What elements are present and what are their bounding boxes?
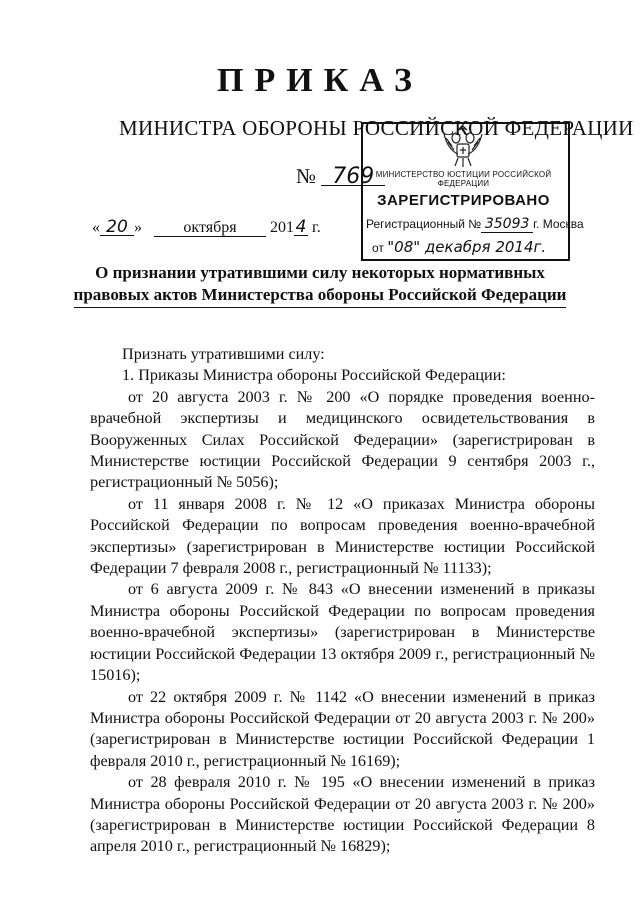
stamp-reg-number: 35093 xyxy=(481,216,533,233)
order-paragraph: от 20 августа 2003 г. № 200 «О порядке проведения военно-врачебной экспертизы и медицинского освидетельствования в Вооруженных Силах Российской Федерации» (зарегистрирован в Министерстве юстиции Российской Федерации 9 сентября 2003 г., регистрационный № 5056); xyxy=(90,387,595,492)
coat-of-arms-icon xyxy=(438,120,488,172)
heading-line-1: О признании утратившими силу некоторых нормативных xyxy=(95,263,545,282)
document-title: ПРИКАЗ xyxy=(217,62,423,99)
date-year-prefix: 201 xyxy=(270,219,294,236)
order-paragraph: от 6 августа 2009 г. № 843 «О внесении изменений в приказы Министра обороны Российской Федерации по вопросам проведения военно-врачебной экспертизы» (зарегистрирован в Министерстве юстиции Российской Федерации 13 октября 2009 г., регистрационный № 15016); xyxy=(90,580,595,685)
date-close-quote: » xyxy=(134,219,142,236)
order-number: 769 xyxy=(321,169,385,186)
stamp-reg-label: Регистрационный № xyxy=(366,217,482,231)
stamp-ministry-name: МИНИСТЕРСТВО ЮСТИЦИИ РОССИЙСКОЙ ФЕДЕРАЦИИ xyxy=(375,170,552,188)
date-month: октября xyxy=(154,220,266,237)
stamp-date-row xyxy=(372,238,546,256)
order-date-row xyxy=(92,219,321,237)
stamp-date-value: "08" декабря 2014г. xyxy=(387,238,547,256)
intro-paragraph: Признать утратившими силу: xyxy=(122,345,325,363)
issuer-line: МИНИСТРА ОБОРОНЫ РОССИЙСКОЙ ФЕДЕРАЦИИ xyxy=(119,116,634,140)
stamp-date-label: от xyxy=(372,241,384,255)
number-prefix: № xyxy=(296,164,317,188)
stamp-registration-number-row xyxy=(366,216,584,233)
stamp-city: г. Москва xyxy=(533,217,584,231)
date-year-digit: 4 xyxy=(295,217,307,237)
document-body xyxy=(90,344,595,858)
heading-line-2: правовых актов Министерства обороны Российской Федерации xyxy=(74,284,567,308)
date-day: 20 xyxy=(100,219,134,236)
order-paragraph: от 22 октября 2009 г. № 1142 «О внесении изменений в приказ Министра обороны Российской Федерации от 20 августа 2003 г. № 200» (зарегистрирован в Министерстве юстиции Российской Федерации 1 февраля 2010 г., регистрационный № 16169); xyxy=(90,687,595,770)
item-1-heading: 1. Приказы Министра обороны Российской Федерации: xyxy=(122,366,506,385)
order-paragraph: от 11 января 2008 г. № 12 «О приказах Министра обороны Российской Федерации по вопросам проведения военно-врачебной экспертизы» (зарегистрирован в Министерстве юстиции Российской Федерации 7 февраля 2008 г., регистрационный № 11133); xyxy=(90,494,595,578)
date-year-suffix: г. xyxy=(312,219,321,236)
date-open-quote: « xyxy=(92,219,100,236)
order-paragraph: от 28 февраля 2010 г. № 195 «О внесении изменений в приказ Министра обороны Российской Федерации от 20 августа 2003 г. № 200» (зарегистрирован в Министерстве юстиции Российской Федерации 8 апреля 2010 г., регистрационный № 16829); xyxy=(90,773,595,856)
document-heading xyxy=(0,262,640,308)
stamp-registered-label: ЗАРЕГИСТРИРОВАНО xyxy=(377,192,550,209)
